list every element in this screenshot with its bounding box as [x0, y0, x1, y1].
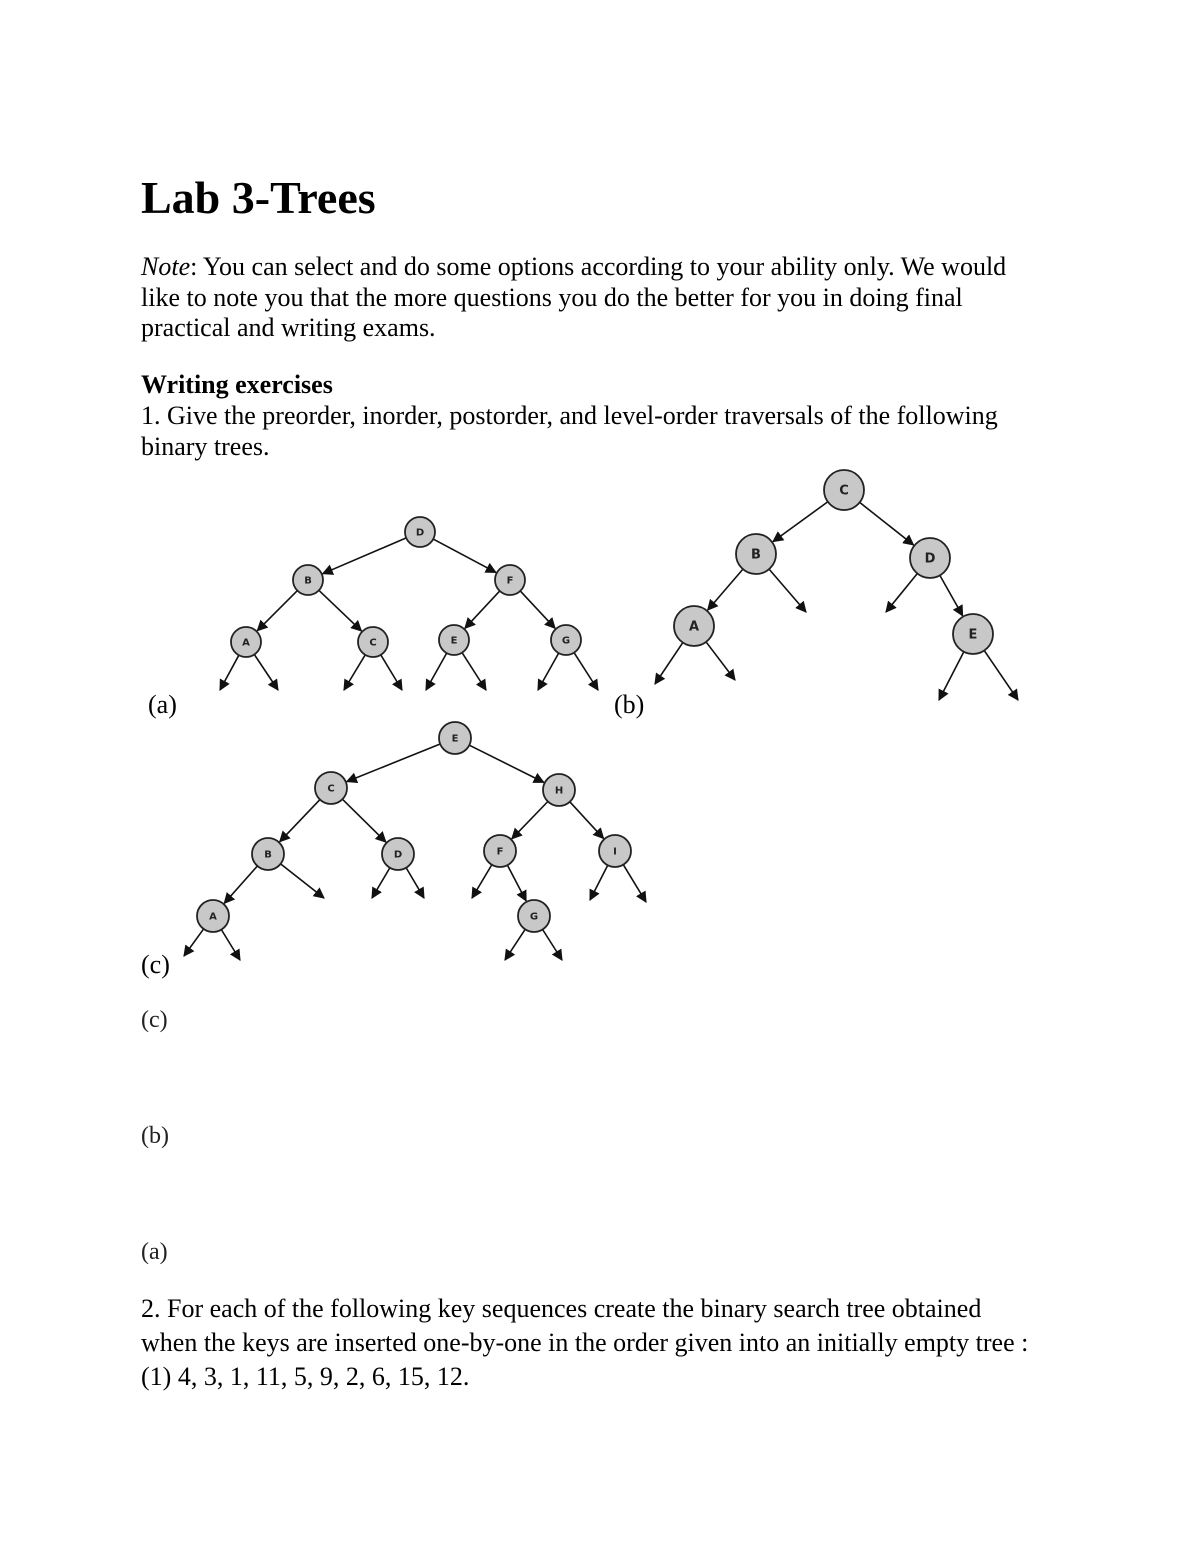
note-label: Note: [141, 252, 191, 281]
tree-c-null-pointer: [221, 930, 240, 960]
tree-a-edge-b-c: [319, 590, 362, 631]
tree-b-null-pointer: [655, 643, 683, 684]
tree-a-null-pointer: [344, 655, 365, 690]
tree-c-null-pointer: [406, 868, 424, 898]
tree-c-edge-c-d: [342, 799, 385, 842]
tree-b-null-pointer: [939, 652, 964, 700]
note-line-3: practical and writing exams.: [141, 313, 436, 342]
exercise-1-line-2: binary trees.: [141, 432, 270, 461]
tree-c-node-label-d: D: [393, 849, 403, 861]
tree-c-node-label-g: G: [529, 911, 539, 923]
tree-c-edge-e-h: [469, 745, 543, 782]
tree-c-edge-h-f: [512, 802, 548, 839]
tree-b-null-pointer: [984, 651, 1018, 700]
tree-a-null-pointer: [381, 655, 402, 690]
exercise-1-line-1: 1. Give the preorder, inorder, postorder, and level-order traversals of the following: [141, 401, 998, 430]
tree-a-node-label-g: G: [561, 635, 571, 647]
tree-c-edge-f-g: [507, 865, 526, 901]
tree-b-node-label-a: A: [688, 619, 700, 635]
tree-c-edge-e-c: [347, 744, 440, 782]
figure-label-b: (b): [614, 690, 645, 719]
tree-a-node-label-c: C: [369, 637, 377, 649]
tree-a-null-pointer: [574, 653, 598, 690]
tree-b-null-pointer: [769, 569, 806, 612]
page-title: Lab 3-Trees: [141, 172, 376, 223]
tree-c-node-label-a: A: [209, 911, 217, 923]
tree-c-edge-h-i: [570, 802, 604, 839]
tree-c-null-pointer: [505, 929, 525, 960]
tree-a-null-pointer: [462, 653, 486, 690]
tree-b-null-pointer: [706, 642, 735, 680]
tree-c-null-pointer: [623, 865, 646, 902]
tree-a-edge-f-g: [520, 591, 555, 628]
tree-b-edge-d-e: [940, 575, 963, 615]
tree-b-node-label-c: C: [839, 483, 849, 499]
tree-c-null-pointer: [281, 864, 324, 898]
figure-label-c: (c): [141, 950, 170, 979]
tree-c-node-label-b: B: [264, 849, 272, 861]
tree-a-null-pointer: [538, 653, 559, 690]
tree-a-null-pointer: [254, 654, 278, 690]
tree-a-node-label-f: F: [506, 575, 514, 587]
tree-a-node-label-d: D: [415, 527, 425, 539]
answer-label-c: (c): [141, 1007, 168, 1033]
answer-label-b: (b): [141, 1123, 169, 1149]
note-line-2: like to note you that the more questions you do the better for you in doing final: [141, 283, 963, 312]
tree-c-null-pointer: [543, 929, 562, 960]
tree-a-edge-d-f: [433, 539, 496, 572]
tree-c-node-label-i: I: [613, 846, 617, 858]
exercise-2-line-3: (1) 4, 3, 1, 11, 5, 9, 2, 6, 15, 12.: [141, 1362, 470, 1391]
tree-c-edge-c-b: [280, 800, 320, 842]
tree-b-edge-b-a: [708, 569, 743, 610]
tree-b-edge-c-d: [860, 502, 914, 545]
tree-b-edge-c-b: [773, 502, 828, 542]
figure-label-a: (a): [148, 690, 177, 719]
tree-c-null-pointer: [590, 865, 608, 900]
exercise-2-line-1: 2. For each of the following key sequences create the binary search tree obtained: [141, 1294, 982, 1323]
tree-c-node-label-e: E: [451, 733, 459, 745]
tree-b-node-label-d: D: [924, 551, 936, 567]
section-heading: Writing exercises: [141, 370, 333, 399]
tree-c-node-label-c: C: [327, 783, 335, 795]
tree-a-node-label-e: E: [450, 635, 458, 647]
tree-a-edge-b-a: [257, 591, 297, 631]
tree-c-null-pointer: [184, 929, 204, 956]
tree-c-node-label-h: H: [554, 785, 564, 797]
answer-label-a: (a): [141, 1239, 168, 1265]
tree-c-edge-b-a: [224, 866, 257, 903]
tree-a-null-pointer: [220, 655, 239, 690]
tree-c-null-pointer: [472, 865, 492, 898]
tree-a-null-pointer: [426, 653, 447, 690]
tree-a-edge-f-e: [465, 591, 500, 628]
exercise-2-line-2: when the keys are inserted one-by-one in the order given into an initially empty tree :: [141, 1328, 1029, 1357]
tree-c-node-label-f: F: [496, 846, 504, 858]
tree-b-null-pointer: [886, 574, 917, 612]
tree-a-edge-d-b: [323, 538, 407, 574]
tree-b-node-label-b: B: [751, 547, 761, 563]
tree-c-null-pointer: [372, 868, 390, 898]
note-text-1: : You can select and do some options according to your ability only. We would: [190, 252, 1007, 281]
tree-a-node-label-a: A: [242, 637, 250, 649]
tree-b-node-label-e: E: [968, 627, 978, 643]
tree-a-node-label-b: B: [304, 575, 312, 587]
